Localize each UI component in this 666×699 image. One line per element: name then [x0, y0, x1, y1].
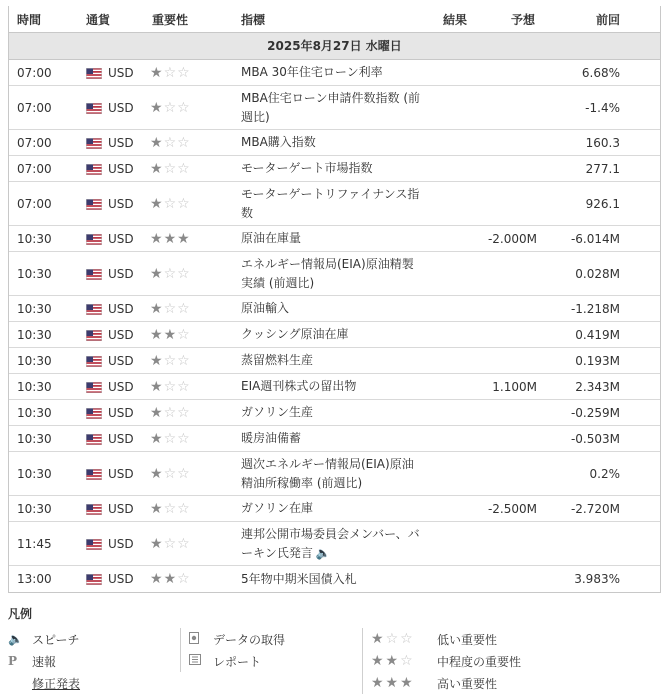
event-name[interactable]: 暖房油備蓄 [241, 431, 302, 445]
date-row: 2025年8月27日 水曜日 [9, 32, 660, 60]
us-flag-icon [86, 408, 102, 419]
star-icon: ☆ [163, 265, 178, 282]
table-row[interactable] [9, 60, 660, 86]
star-icon: ★ [150, 134, 164, 151]
star-icon: ☆ [177, 326, 191, 343]
star-icon: ★ [150, 571, 164, 587]
event-forecast: -2.000M [487, 231, 537, 246]
table-row[interactable] [9, 86, 660, 130]
header-actual[interactable]: 結果 [442, 12, 467, 27]
star-icon-high: ★★★ [371, 675, 415, 691]
star-icon: ☆ [163, 99, 178, 116]
event-currency: USD [108, 405, 134, 420]
importance-stars [150, 467, 191, 481]
event-currency: USD [108, 353, 134, 368]
event-name[interactable]: 原油輸入 [241, 301, 290, 315]
event-name[interactable]: モーターゲート市場指数 [241, 161, 373, 175]
event-name-cell[interactable] [241, 525, 421, 563]
star-icon: ★ [150, 64, 164, 81]
event-time: 13:00 [17, 572, 52, 586]
event-name-cell[interactable] [241, 89, 421, 127]
speaker-icon: 🔈 [315, 545, 331, 560]
star-icon-medium: ★★☆ [371, 653, 415, 669]
event-previous: 2.343M [575, 379, 620, 394]
event-previous: 0.419M [575, 327, 620, 342]
star-icon: ★ [150, 465, 164, 482]
star-icon: ★ [150, 230, 164, 247]
event-name-cell[interactable] [241, 133, 421, 152]
event-currency: USD [108, 231, 134, 246]
event-name-cell[interactable] [241, 63, 421, 82]
event-time: 07:00 [17, 196, 52, 211]
event-time: 07:00 [17, 135, 52, 150]
star-icon: ★ [163, 230, 178, 247]
table-row[interactable] [9, 296, 660, 322]
header-event[interactable]: 指標 [241, 12, 266, 27]
event-time: 10:30 [17, 466, 52, 481]
us-flag-icon [86, 304, 102, 315]
legend-report-label: レポート [213, 654, 262, 669]
legend-column-2 [180, 628, 285, 672]
star-icon: ☆ [163, 300, 178, 317]
importance-stars [150, 432, 191, 446]
header-currency[interactable]: 通貨 [86, 12, 111, 27]
header-importance[interactable]: 重要性 [152, 12, 189, 27]
event-name[interactable]: モーターゲートリファイナンス指数 [241, 186, 420, 220]
table-row[interactable] [9, 322, 660, 348]
table-row[interactable] [9, 452, 660, 496]
table-row[interactable] [9, 426, 660, 452]
event-forecast: -2.500M [487, 501, 537, 516]
table-row[interactable] [9, 400, 660, 426]
legend-report [189, 650, 285, 672]
event-time: 10:30 [17, 379, 52, 394]
us-flag-icon [86, 539, 102, 550]
event-time: 10:30 [17, 353, 52, 368]
event-previous: -0.259M [570, 405, 620, 420]
importance-stars [150, 380, 191, 394]
star-icon: ☆ [163, 500, 178, 517]
event-name[interactable]: 5年物中期米国債入札 [241, 571, 357, 586]
importance-stars [150, 502, 191, 516]
star-icon: ☆ [177, 404, 191, 421]
legend-revised [8, 672, 80, 694]
legend-high [371, 672, 521, 694]
document-icon [189, 632, 209, 647]
event-currency: USD [108, 327, 134, 342]
star-icon: ★ [150, 535, 164, 552]
event-currency: USD [108, 536, 134, 551]
star-icon: ★ [150, 195, 164, 212]
event-previous: 0.2% [589, 466, 620, 481]
legend-speech-label: スピーチ [32, 632, 80, 647]
star-icon: ★ [150, 265, 164, 282]
star-icon: ★ [150, 500, 164, 517]
importance-stars [150, 328, 191, 342]
importance-stars [150, 302, 191, 316]
importance-stars [150, 136, 191, 150]
star-icon: ☆ [177, 64, 191, 81]
table-row[interactable] [9, 496, 660, 522]
star-icon: ★ [150, 404, 164, 421]
legend-column-3 [362, 628, 521, 694]
event-time: 10:30 [17, 266, 52, 281]
star-icon: ☆ [163, 160, 178, 177]
event-name[interactable]: MBA購入指数 [241, 135, 316, 149]
star-icon: ☆ [163, 535, 178, 552]
event-previous: 277.1 [585, 161, 620, 176]
star-icon: ★ [150, 99, 164, 116]
table-row[interactable] [9, 252, 660, 296]
event-name[interactable]: 原油在庫量 [241, 231, 302, 245]
star-icon: ★ [163, 571, 178, 587]
event-name-cell[interactable] [241, 377, 421, 396]
event-time: 10:30 [17, 327, 52, 342]
event-previous: -6.014M [570, 231, 620, 246]
us-flag-icon [86, 434, 102, 445]
event-previous: 3.983% [574, 572, 620, 586]
event-currency: USD [108, 301, 134, 316]
importance-stars [150, 267, 191, 281]
table-row[interactable] [9, 226, 660, 252]
event-time: 10:30 [17, 231, 52, 246]
event-name[interactable]: ガソリン生産 [241, 405, 314, 419]
event-name-cell[interactable] [241, 185, 421, 223]
legend-column-1 [8, 628, 80, 694]
star-icon: ☆ [163, 430, 178, 447]
event-name[interactable]: クッシング原油在庫 [241, 327, 349, 341]
star-icon: ★ [163, 326, 178, 343]
event-previous: -0.503M [570, 431, 620, 446]
event-currency: USD [108, 135, 134, 150]
importance-stars [150, 66, 191, 80]
event-currency: USD [108, 501, 134, 516]
star-icon: ☆ [177, 535, 191, 552]
star-icon: ☆ [177, 571, 191, 587]
event-name-cell[interactable] [241, 229, 421, 248]
header-forecast[interactable]: 予想 [510, 12, 535, 27]
event-name-cell[interactable] [241, 455, 421, 493]
event-time: 10:30 [17, 501, 52, 516]
star-icon: ☆ [163, 64, 178, 81]
event-time: 10:30 [17, 405, 52, 420]
table-row[interactable] [9, 130, 660, 156]
star-icon: ☆ [163, 378, 178, 395]
legend-high-label: 高い重要性 [437, 676, 498, 691]
star-icon: ☆ [177, 352, 191, 369]
star-icon: ☆ [163, 195, 178, 212]
star-icon: ☆ [163, 352, 178, 369]
star-icon: ☆ [163, 404, 178, 421]
us-flag-icon [86, 356, 102, 367]
event-previous: -2.720M [570, 501, 620, 516]
star-icon: ☆ [177, 99, 191, 116]
importance-stars [150, 572, 191, 586]
table-row[interactable] [9, 348, 660, 374]
event-previous: 160.3 [585, 135, 620, 150]
speaker-icon: 🔈 [8, 632, 23, 646]
event-previous: -1.218M [570, 301, 620, 316]
event-name-cell[interactable] [241, 403, 421, 422]
event-time: 07:00 [17, 161, 52, 176]
event-currency: USD [108, 379, 134, 394]
table-row[interactable] [9, 522, 660, 566]
us-flag-icon [86, 330, 102, 341]
importance-stars [150, 406, 191, 420]
star-icon: ☆ [177, 500, 191, 517]
table-row[interactable] [9, 156, 660, 182]
event-name-cell[interactable] [241, 325, 421, 344]
event-forecast: 1.100M [492, 379, 537, 394]
event-currency: USD [108, 196, 134, 211]
legend-low-label: 低い重要性 [437, 632, 498, 647]
header-time[interactable]: 時間 [17, 12, 42, 27]
legend-title: 凡例 [8, 607, 33, 621]
us-flag-icon [86, 269, 102, 280]
importance-stars [150, 354, 191, 368]
star-icon: ★ [150, 160, 164, 177]
star-icon: ★ [177, 230, 191, 247]
us-flag-icon [86, 68, 102, 79]
event-name[interactable]: 週次エネルギー情報局(EIA)原油精油所稼働率 (前週比) [241, 456, 414, 490]
importance-stars [150, 162, 191, 176]
event-currency: USD [108, 100, 134, 115]
star-icon: ★ [150, 430, 164, 447]
star-icon: ☆ [177, 265, 191, 282]
table-row[interactable] [9, 182, 660, 226]
event-time: 07:00 [17, 65, 52, 80]
event-currency: USD [108, 161, 134, 176]
report-icon [189, 654, 209, 668]
star-icon: ★ [150, 378, 164, 395]
event-time: 07:00 [17, 100, 52, 115]
event-currency: USD [108, 572, 134, 586]
event-time: 10:30 [17, 301, 52, 316]
us-flag-icon [86, 504, 102, 515]
us-flag-icon [86, 469, 102, 480]
event-previous: 6.68% [581, 65, 620, 80]
event-name-cell[interactable] [241, 570, 421, 589]
star-icon: ☆ [163, 465, 178, 482]
event-name-cell[interactable] [241, 429, 421, 448]
event-name[interactable]: 連邦公開市場委員会メンバー、バーキン氏発言 [241, 526, 420, 560]
us-flag-icon [86, 234, 102, 245]
us-flag-icon [86, 103, 102, 114]
table-row[interactable] [9, 566, 660, 592]
importance-stars [150, 232, 191, 246]
star-icon: ☆ [177, 300, 191, 317]
legend-medium-label: 中程度の重要性 [437, 654, 522, 669]
event-name-cell[interactable] [241, 351, 421, 370]
star-icon: ★ [150, 326, 164, 343]
event-name[interactable]: 蒸留燃料生産 [241, 353, 314, 367]
legend-preliminary-label: 速報 [32, 654, 57, 669]
legend-medium [371, 650, 521, 672]
us-flag-icon [86, 199, 102, 210]
event-name[interactable]: エネルギー情報局(EIA)原油精製実績 (前週比) [241, 256, 414, 290]
table-row[interactable] [9, 374, 660, 400]
star-icon: ☆ [177, 160, 191, 177]
event-currency: USD [108, 266, 134, 281]
event-name-cell[interactable] [241, 299, 421, 318]
star-icon: ☆ [177, 465, 191, 482]
us-flag-icon [86, 574, 102, 585]
legend-speech [8, 628, 80, 650]
importance-stars [150, 197, 191, 211]
star-icon: ☆ [177, 430, 191, 447]
event-name[interactable]: ガソリン在庫 [241, 501, 314, 515]
event-time: 10:30 [17, 431, 52, 446]
star-icon: ★ [150, 300, 164, 317]
event-name-cell[interactable] [241, 159, 421, 178]
legend-preliminary [8, 650, 80, 672]
event-name[interactable]: MBA住宅ローン申請件数指数 (前週比) [241, 90, 421, 124]
legend-low [371, 628, 521, 650]
importance-stars [150, 101, 191, 115]
table-header [9, 6, 660, 32]
us-flag-icon [86, 164, 102, 175]
us-flag-icon [86, 382, 102, 393]
star-icon: ☆ [177, 195, 191, 212]
event-currency: USD [108, 65, 134, 80]
event-name-cell[interactable] [241, 499, 421, 518]
header-previous[interactable]: 前回 [595, 12, 620, 27]
event-name[interactable]: EIA週刊株式の留出物 [241, 379, 357, 393]
p-icon: P [8, 654, 18, 668]
us-flag-icon [86, 138, 102, 149]
event-previous: 0.193M [575, 353, 620, 368]
star-icon: ☆ [163, 134, 178, 151]
event-currency: USD [108, 466, 134, 481]
event-name[interactable]: MBA 30年住宅ローン利率 [241, 65, 383, 79]
legend-data-fetch-label: データの取得 [213, 632, 286, 647]
event-currency: USD [108, 431, 134, 446]
event-previous: 0.028M [575, 266, 620, 281]
star-icon-low: ★☆☆ [371, 631, 415, 647]
event-previous: -1.4% [585, 100, 620, 115]
event-rows [9, 60, 660, 592]
legend-data-fetch [189, 628, 285, 650]
star-icon: ☆ [177, 134, 191, 151]
event-previous: 926.1 [585, 196, 620, 211]
importance-stars [150, 537, 191, 551]
economic-calendar-table [8, 6, 661, 593]
event-name-cell[interactable] [241, 255, 421, 293]
star-icon: ★ [150, 352, 164, 369]
legend-revised-label[interactable]: 修正発表 [32, 676, 81, 691]
event-time: 11:45 [17, 536, 52, 551]
star-icon: ☆ [177, 378, 191, 395]
